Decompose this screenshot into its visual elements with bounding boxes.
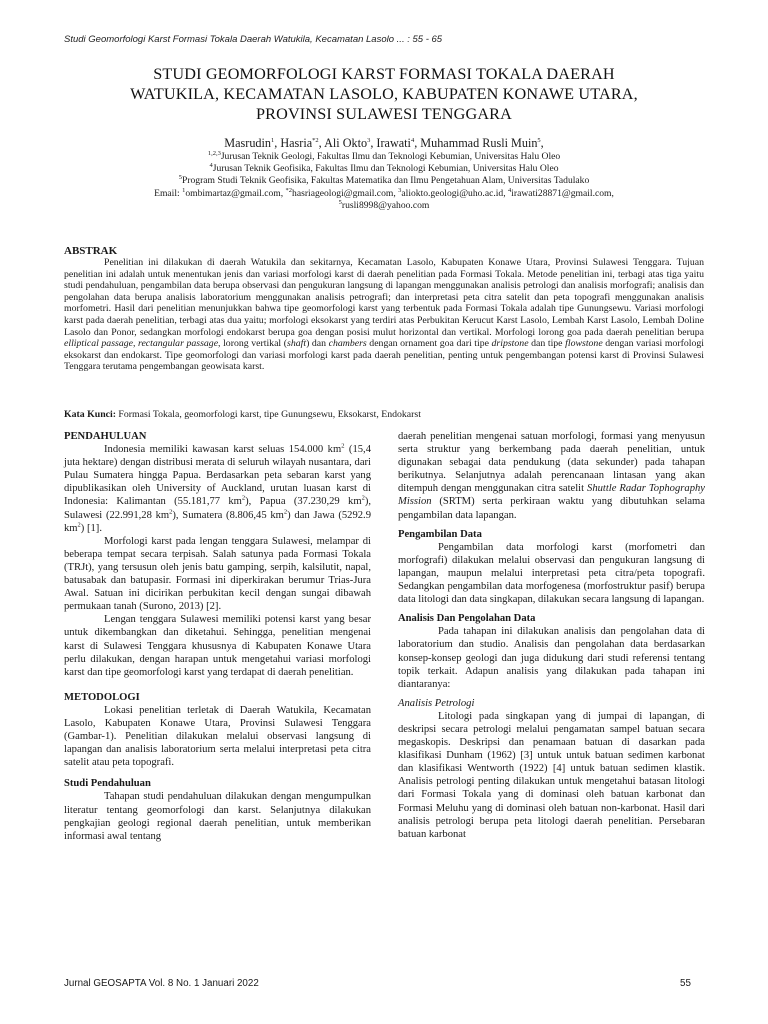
journal-footer: Jurnal GEOSAPTA Vol. 8 No. 1 Januari 2022 <box>64 978 259 989</box>
term-italic: chambers <box>328 338 367 350</box>
email-address[interactable]: hasriageologi@gmail.com, <box>292 187 399 199</box>
affiliation-line <box>60 163 708 175</box>
body-text: ), Papua (37.230,29 km <box>245 496 362 508</box>
email-sup: 3 <box>398 186 402 194</box>
body-paragraph: Lengan tenggara Sulawesi memiliki potensi karst yang besar untuk dikembangkan dan diketahui. Sehingga, penelitian mengenai karst di Sulawesi Tenggara khususnya di Kabupaten Konawe Utara perlu dilakukan, dengan harapan untuk mengetahui variasi morfologi karst dan tipe geomorfologi karst yang terdapat di daerah penelitian. <box>64 614 371 678</box>
affiliation-line <box>60 151 708 163</box>
body-text: (SRTM) serta perkiraan waktu yang dibutuhkan selama pengambilan data lapangan. <box>398 496 705 521</box>
body-paragraph <box>64 443 371 535</box>
author-name: Masrudin <box>224 136 271 150</box>
superscript: 2 <box>77 521 81 529</box>
abstract-text: Penelitian ini dilakukan di daerah Watukila dan sekitarnya, Kecamatan Lasolo, Kabupaten Konawe Utara, Provinsi Sulawesi Tenggara. Tujuan penelitian ini adalah untuk menentukan jenis dan variasi morfologi karst di daerah penelitian pada Formasi Tokala. Metode penelitian ini, terbagi atas tiga yaitu studi pendahuluan, pengambilan data berupa observasi dan pengukuran langsung di lapangan menggunakan analisis petrologi dan analisis morfografi; analisis dan pengolahan data berupa analisis laboratorium menggunakan analisis petrografi; dan interpretasi peta citra satelit dan peta topografi menggunakan analisis morfometri. Hasil dari penelitian menunjukkan bahwa tipe geomorfologi karst yang terbentuk pada Formasi Tokala adalah tipe Gunungsewu. Variasi morfologi karst pada daerah penelitian, terbagi atas dua yaitu; morfologi eksokarst yang terdiri atas Perbukitan Kerucut Karst Lasolo, Lembah Karst Lasolo, Lembah Doline Lasolo dan Ponor, sedangkan morfologi endokarst berupa goa dengan posisi mulut horizontal dan vertikal. Morfologi lorong goa pada daerah penelitian berupa <box>64 257 704 338</box>
author-sup: 4 <box>410 136 415 144</box>
affiliation-text: Jurusan Teknik Geologi, Fakultas Ilmu dan Teknologi Kebumian, Universitas Halu Oleo <box>220 151 561 162</box>
email-address[interactable]: ombimartaz@gmail.com, <box>185 187 286 199</box>
right-column <box>398 430 705 841</box>
body-text: daerah penelitian mengenai satuan morfologi, formasi yang menyusun serta struktur yang berkembang pada daerah penelitian, untuk digunakan sebagai data pendukung (data sekunder) pada tahapan berikutnya. Selanjutnya adalah perencanaan lintasan yang akan ditempuh dengan menggunakan citra satelit <box>398 431 705 495</box>
affiliations <box>60 151 708 212</box>
author-sup: 1 <box>271 136 275 144</box>
section-heading: METODOLOGI <box>64 691 140 703</box>
affiliation-text: Jurusan Teknik Geofisika, Fakultas Ilmu dan Teknologi Kebumian, Universitas Halu Oleo <box>212 163 559 175</box>
abstract-text: dengan variasi morfologi eksokarst dan endokarst. Tipe geomorfologi dan variasi morfologi karst pada daerah penelitian, penting untuk pengembangan potensi karst di Provinsi Sulawesi Tenggara terutama pengembangan geowisata karst. <box>64 338 705 373</box>
term-italic: dripstone <box>491 338 529 350</box>
email-line <box>60 188 708 200</box>
keywords-label: Kata Kunci: <box>64 409 116 420</box>
author-name: Ali Okto <box>324 136 368 150</box>
subsubsection-heading: Analisis Petrologi <box>398 697 475 709</box>
abstract-text: dan tipe <box>528 338 566 350</box>
term-italic: elliptical passage <box>64 338 133 350</box>
affiliation-sup: 4 <box>209 162 213 170</box>
subsection-heading: Pengambilan Data <box>398 528 482 540</box>
superscript: 2 <box>241 494 246 502</box>
abstract-paragraph <box>64 257 704 373</box>
body-paragraph: Litologi pada singkapan yang di jumpai di lapangan, di deskripsi secara petrologi melalui pengamatan sampel batuan secara megaskopis. Deskripsi dan penamaan batuan di dasarkan pada klasifikasi Dunham (1962) [3] untuk untuk batuan sedimen karbonat dan klasifikasi Wentworth (1922) [4] untuk batuan sedimen klastik. Analisis petrologi penting dilakukan untuk mengetahui batasan litologi dari Formasi Tokala yang di dominasi oleh batuan karbonat dan Formasi Meluhu yang di dominasi oleh batuan non-karbonat. Hasil dari analisis petrologi berupa peta litologi daerah penelitian. Persebaran batuan karbonat <box>398 710 705 840</box>
abstract-text: , <box>132 338 138 350</box>
term-italic: Shuttle Radar Tophography Mission <box>398 483 705 508</box>
section-heading: PENDAHULUAN <box>64 431 147 442</box>
email-sup: 5 <box>338 198 342 206</box>
superscript: 2 <box>341 442 345 450</box>
body-paragraph: Lokasi penelitian terletak di Daerah Watukila, Kecamatan Lasolo, Kabupaten Konawe Utara, Provinsi Sulawesi Tenggara (Gambar-1). Penelitian dilakukan melalui observasi langsung di lapangan dan analisis laboratorium serta melalui interpretasi peta citra satelit atau peta topografi. <box>64 704 371 769</box>
author-name: Hasria <box>280 136 313 150</box>
body-paragraph: Morfologi karst pada lengan tenggara Sulawesi, melampar di beberapa tempat secara terpisah. Salah satunya pada Formasi Tokala (TRJt), yang tersusun oleh jenis batu gamping, serpih, kalsilutit, napal, batusabak dan batupasir. Formasi ini diperkirakan berumur Trias-Jura Awal. Satuan ini dicirikan perbukitan kecil dengan sungai dibawah permukaan tanah (Surono, 2013) [2]. <box>64 535 371 613</box>
term-italic: flowstone <box>565 338 603 350</box>
keywords-text: Formasi Tokala, geomorfologi karst, tipe Gunungsewu, Eksokarst, Endokarst <box>115 409 421 420</box>
abstract-body <box>64 257 704 373</box>
abstract-text: ) dan <box>306 338 329 350</box>
body-text: ) dan Jawa (5292.9 km <box>64 509 371 534</box>
superscript: 2 <box>283 508 288 516</box>
author-sup: 5 <box>537 136 541 144</box>
keywords <box>64 409 704 420</box>
email-line <box>60 200 708 212</box>
affiliation-line <box>60 175 708 187</box>
paper-title <box>60 64 708 124</box>
body-text: ), Sulawesi (22.991,28 km <box>64 496 372 521</box>
email-sup: *2 <box>285 186 293 194</box>
author-sup: 3 <box>367 136 371 144</box>
title-line: PROVINSI SULAWESI TENGGARA <box>256 105 512 123</box>
body-text: ), Sumatera (8.806,45 km <box>172 509 284 521</box>
superscript: 2 <box>169 508 173 516</box>
body-text: ) [1]. <box>80 522 102 534</box>
email-address[interactable]: aliokto.geologi@uho.ac.id, <box>401 187 509 199</box>
term-italic: shaft <box>287 338 307 350</box>
email-label: Email: <box>154 187 183 199</box>
email-sup: 4 <box>508 186 512 194</box>
email-address[interactable]: rusli8998@yahoo.com <box>341 199 430 211</box>
body-paragraph <box>398 430 705 522</box>
affiliation-sup: 1,2,3 <box>207 149 221 157</box>
author-list: Masrudin$^1$, Hasria$^{*2}$, Ali Okto$^3$, Irawati$^4$, Muhammad Rusli Muin$^5$, <box>224 136 544 150</box>
left-column <box>64 430 371 843</box>
body-paragraph: Pengambilan data morfologi karst (morfometri dan morfografi) dilakukan melalui observasi dan pengukuran langsung di lapangan, maupun melalui interpretasi peta citra/peta topografi. Sedangkan pengambilan data morfogenesa (morfostruktur pasif) berupa data litologi dan data singkapan, dilakukan secara langsung di lapangan. <box>398 541 705 606</box>
abstract-text: dengan ornament goa dari tipe <box>366 338 492 350</box>
running-header: Studi Geomorfologi Karst Formasi Tokala Daerah Watukila, Kecamatan Lasolo ... : 55 - 65 <box>64 34 443 45</box>
body-paragraph: Tahapan studi pendahuluan dilakukan dengan mengumpulkan literatur tentang geomorfologi dan karst. Selanjutnya dilakukan pengkajian geologi regional daerah penelitian, untuk memberikan informasi awal tentang <box>64 791 371 842</box>
email-address[interactable]: irawati28871@gmail.com, <box>511 187 614 199</box>
email-sup: 1 <box>182 186 186 194</box>
subsection-heading: Studi Pendahuluan <box>64 778 151 790</box>
affiliation-text: Program Studi Teknik Geofisika, Fakultas Matematika dan Ilmu Pengetahuan Alam, Universitas Tadulako <box>181 175 590 187</box>
page-number: 55 <box>680 978 691 989</box>
title-line: WATUKILA, KECAMATAN LASOLO, KABUPATEN KONAWE UTARA, <box>130 85 638 103</box>
body-paragraph: Pada tahapan ini dilakukan analisis dan pengolahan data di laboratorium dan studio. Analisis dan pengolahan data berdasarkan konsep-konsep geologi dan juga didukung dari studi referensi tentang topik terkait. Adapun analisis yang dilakukan pada tahapan ini diantaranya: <box>398 626 705 690</box>
superscript: 2 <box>361 494 365 502</box>
body-text: (15,4 juta hektare) dengan distribusi merata di seluruh wilayah nusantara, dari Pulau Sumatera hingga Papua. Berdasarkan peta sebaran karst yang dipublikasikan oleh University of Auckland, urutan luasan karst di Indonesia: Kalimantan (55.181,77 km <box>64 444 371 508</box>
term-italic: rectangular passage <box>138 338 219 350</box>
affiliation-sup: 5 <box>178 174 182 182</box>
abstract-text: , lorong vertikal ( <box>218 338 287 350</box>
abstract-heading: ABSTRAK <box>64 245 118 257</box>
author-sup: *2 <box>312 136 319 144</box>
author-name: Irawati <box>376 136 411 150</box>
body-text: Indonesia memiliki kawasan karst seluas 154.000 km <box>104 444 342 456</box>
title-line: STUDI GEOMORFOLOGI KARST FORMASI TOKALA DAERAH <box>153 65 615 83</box>
subsection-heading: Analisis Dan Pengolahan Data <box>398 613 536 625</box>
author-name: Muhammad Rusli Muin <box>420 136 538 150</box>
